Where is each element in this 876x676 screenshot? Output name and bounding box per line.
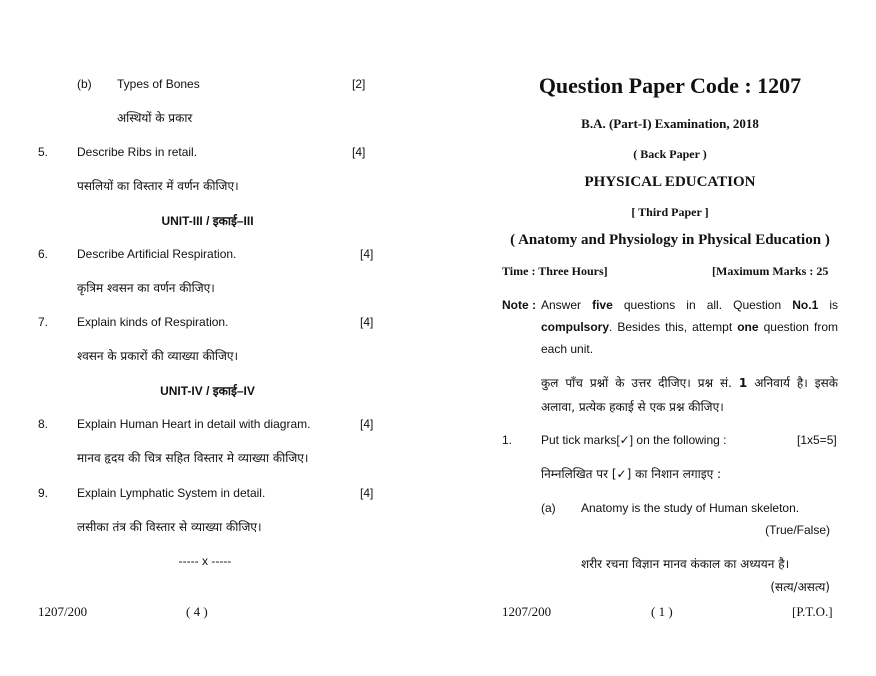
- footer-pto: [P.T.O.]: [792, 604, 833, 619]
- q9-number: 9.: [38, 486, 49, 500]
- maximum-marks: [Maximum Marks : 25: [712, 264, 829, 278]
- q1-number: 1.: [502, 433, 513, 447]
- paper-code-title: Question Paper Code : 1207: [538, 73, 802, 98]
- q1-marks: [1x5=5]: [797, 433, 837, 447]
- footer-page-number: ( 4 ): [186, 604, 208, 619]
- q1a-true-false: (True/False): [765, 523, 830, 537]
- q9-hindi: लसीका तंत्र की विस्तार से व्याख्या कीजिए।: [77, 520, 262, 534]
- q6-text: Describe Artificial Respiration.: [77, 247, 237, 261]
- q1a-hindi: शरीर रचना विज्ञान मानव कंकाल का अध्ययन है।: [581, 557, 790, 571]
- footer-paper-code: 1207/200: [502, 604, 552, 619]
- q7-marks: [4]: [360, 315, 374, 329]
- q8-number: 8.: [38, 417, 49, 431]
- q8-text: Explain Human Heart in detail with diagram.: [77, 417, 311, 431]
- q5-marks: [4]: [352, 145, 366, 159]
- exam-name: B.A. (Part-I) Examination, 2018: [581, 116, 759, 131]
- q6-marks: [4]: [360, 247, 374, 261]
- q4b-text: Types of Bones: [117, 77, 200, 91]
- footer-paper-code: 1207/200: [38, 604, 88, 619]
- q1-text: Put tick marks[✓] on the following :: [541, 433, 727, 447]
- note-line-1: Answer five questions in all. Question No.1 is: [541, 298, 839, 312]
- q5-text: Describe Ribs in retail.: [77, 145, 198, 159]
- q7-number: 7.: [38, 315, 49, 329]
- q9-text: Explain Lymphatic System in detail.: [77, 486, 266, 500]
- q1a-hindi-true-false: (सत्य/असत्य): [770, 580, 830, 594]
- unit-4-heading: UNIT-IV / इकाई–IV: [160, 384, 255, 398]
- q1a-sub-label: (a): [541, 501, 556, 515]
- q7-hindi: श्वसन के प्रकारों की व्याख्या कीजिए।: [77, 349, 239, 363]
- unit-3-heading: UNIT-III / इकाई–III: [161, 214, 254, 228]
- q1a-text: Anatomy is the study of Human skeleton.: [581, 501, 800, 515]
- q9-marks: [4]: [360, 486, 374, 500]
- q4b-marks: [2]: [352, 77, 366, 91]
- q5-hindi: पसलियों का विस्तार में वर्णन कीजिए।: [77, 179, 239, 193]
- note-line-3: each unit.: [541, 342, 594, 356]
- q7-text: Explain kinds of Respiration.: [77, 315, 229, 329]
- q1-hindi: निम्नलिखित पर [✓] का निशान लगाइए :: [541, 467, 722, 481]
- time-allowed: Time : Three Hours]: [502, 264, 608, 278]
- third-paper-label: [ Third Paper ]: [631, 205, 709, 219]
- q6-hindi: कृत्रिम श्वसन का वर्णन कीजिए।: [77, 281, 215, 295]
- q8-hindi: मानव हृदय की चित्र सहित विस्तार मे व्याख्या कीजिए।: [77, 451, 309, 465]
- back-paper-label: ( Back Paper ): [633, 147, 707, 161]
- q8-marks: [4]: [360, 417, 374, 431]
- footer-page-number: ( 1 ): [651, 604, 673, 619]
- note-line-2: compulsory. Besides this, attempt one question from: [541, 320, 839, 334]
- note-label: Note :: [502, 298, 536, 312]
- q4b-hindi: अस्थियों के प्रकार: [117, 111, 193, 125]
- q4b-sub-label: (b): [77, 77, 92, 91]
- q5-number: 5.: [38, 145, 49, 159]
- hindi-note-line-1: कुल पाँच प्रश्नों के उत्तर दीजिए। प्रश्न सं. 1 अनिवार्य है। इसके: [541, 376, 838, 390]
- subject-title: PHYSICAL EDUCATION: [584, 174, 756, 190]
- paper-title: ( Anatomy and Physiology in Physical Education ): [510, 232, 830, 248]
- end-of-paper-mark: ----- x -----: [178, 554, 232, 568]
- q6-number: 6.: [38, 247, 49, 261]
- hindi-note-line-2: अलावा, प्रत्येक हकाई से एक प्रश्न कीजिए।: [541, 400, 724, 414]
